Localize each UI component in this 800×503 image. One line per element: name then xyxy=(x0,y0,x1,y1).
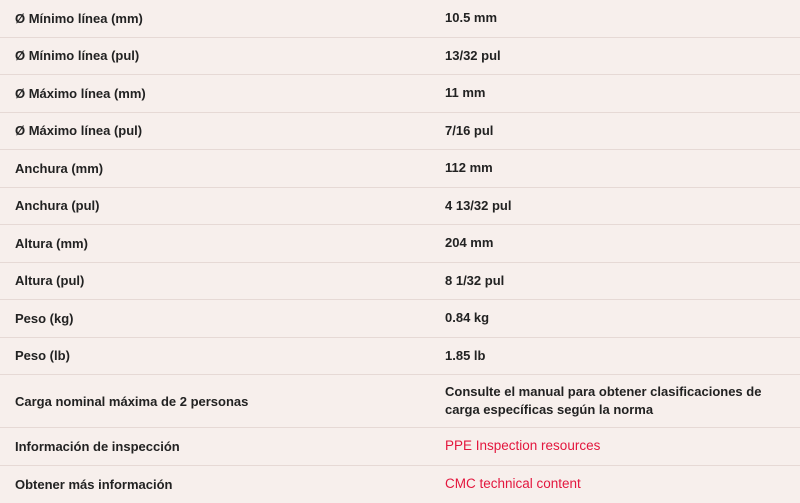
spec-value: 112 mm xyxy=(445,160,493,176)
spec-value: 8 1/32 pul xyxy=(445,272,505,288)
spec-value: 0.84 kg xyxy=(445,310,490,326)
spec-value: 13/32 pul xyxy=(445,47,501,63)
spec-row-weight-kg xyxy=(0,300,800,338)
spec-row-height-in xyxy=(0,263,800,301)
spec-value: 1.85 lb xyxy=(445,347,486,363)
spec-label: Carga nominal máxima de 2 personas xyxy=(15,393,249,409)
spec-value xyxy=(430,437,800,455)
spec-value: 204 mm xyxy=(445,235,494,251)
spec-row-min-line-mm xyxy=(0,0,800,38)
spec-row-width-in xyxy=(0,188,800,226)
spec-label: Anchura (mm) xyxy=(15,160,104,176)
ppe-inspection-link[interactable]: PPE Inspection resources xyxy=(445,438,601,454)
spec-label: Altura (mm) xyxy=(15,235,88,251)
cmc-technical-content-link[interactable]: CMC technical content xyxy=(445,476,581,492)
spec-value: 10.5 mm xyxy=(445,10,498,26)
spec-label: Ø Máximo línea (mm) xyxy=(15,85,146,101)
spec-label: Altura (pul) xyxy=(15,273,85,289)
spec-label: Peso (kg) xyxy=(15,310,74,326)
spec-value: 7/16 pul xyxy=(445,122,494,138)
spec-value: 4 13/32 pul xyxy=(445,197,512,213)
spec-row-weight-lb xyxy=(0,338,800,376)
spec-row-max-line-in xyxy=(0,113,800,151)
spec-row-load-rating xyxy=(0,375,800,428)
spec-value xyxy=(430,475,800,493)
spec-value: Consulte el manual para obtener clasificaciones de carga específicas según la norma xyxy=(445,384,762,417)
spec-label: Anchura (pul) xyxy=(15,198,100,214)
spec-label: Ø Máximo línea (pul) xyxy=(15,123,143,139)
spec-label: Peso (lb) xyxy=(15,348,70,364)
spec-label: Ø Mínimo línea (pul) xyxy=(15,48,140,64)
spec-row-height-mm xyxy=(0,225,800,263)
spec-label: Obtener más información xyxy=(15,476,173,492)
spec-label: Información de inspección xyxy=(15,438,180,454)
spec-row-more-info xyxy=(0,466,800,503)
spec-label: Ø Mínimo línea (mm) xyxy=(15,10,143,26)
spec-row-max-line-mm xyxy=(0,75,800,113)
spec-row-inspection xyxy=(0,428,800,466)
spec-row-min-line-in xyxy=(0,38,800,76)
spec-value: 11 mm xyxy=(445,85,486,101)
spec-row-width-mm xyxy=(0,150,800,188)
